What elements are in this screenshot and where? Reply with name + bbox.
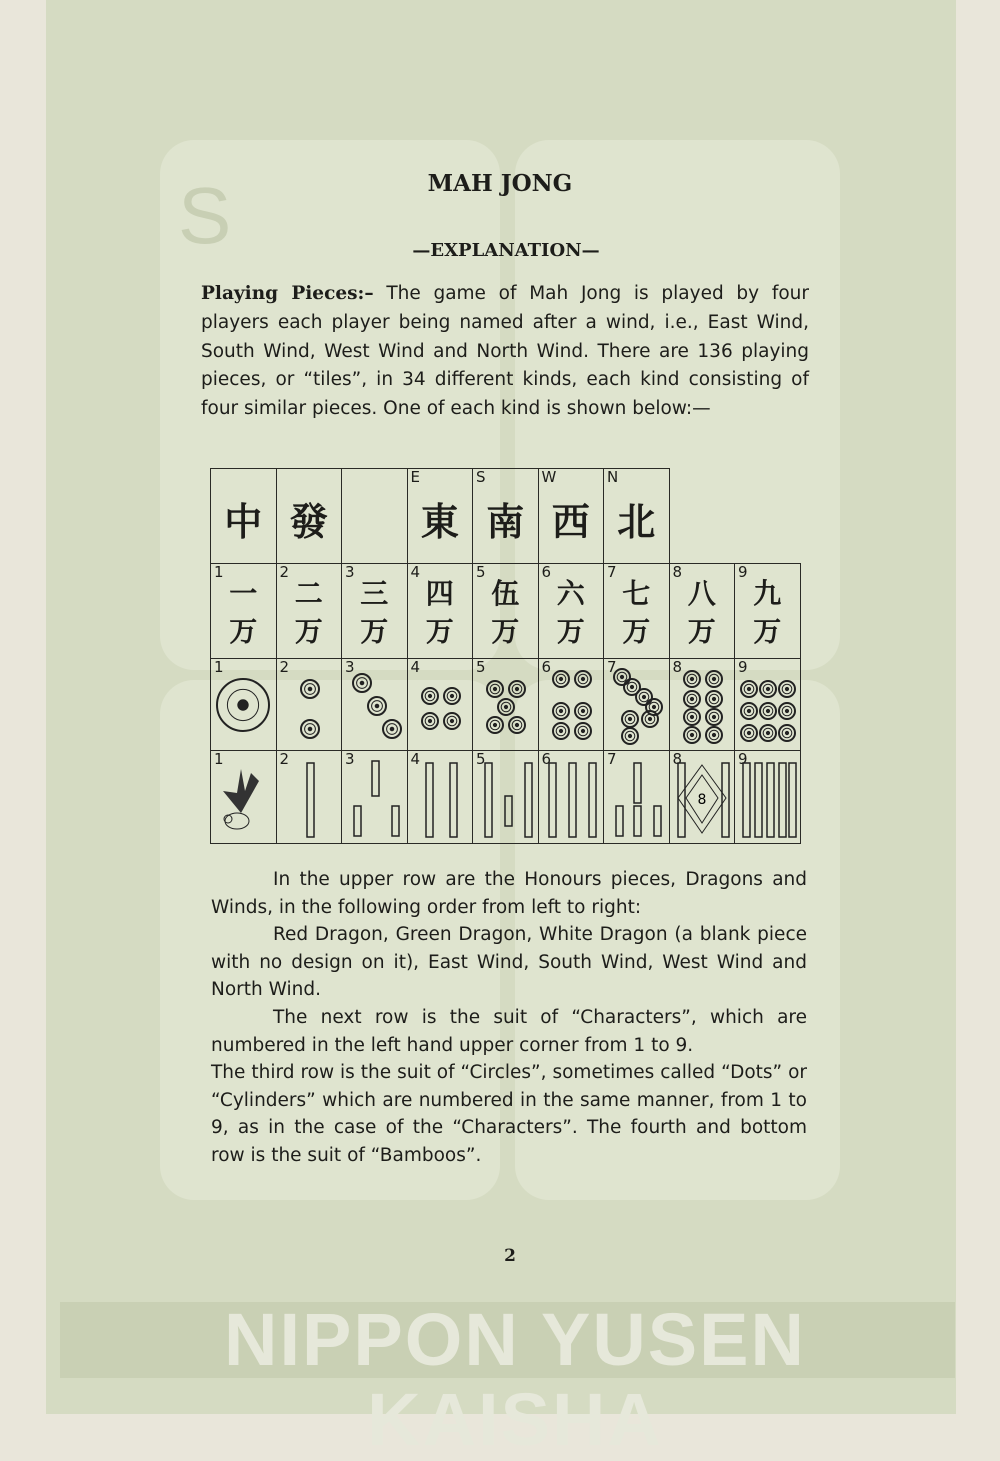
honour-tile (407, 468, 474, 564)
body-text (211, 866, 807, 1170)
bamboo-tile (669, 750, 736, 844)
bamboo-tile (276, 750, 343, 844)
bamboo-sticks-icon (539, 751, 605, 844)
tile-number: 9 (738, 750, 748, 768)
tile-number: 6 (541, 563, 552, 581)
character-tile (669, 563, 736, 659)
bamboo-sticks-icon (735, 751, 801, 844)
circle-tile (669, 658, 736, 751)
tile-glyph: 二 (294, 577, 323, 610)
tile-number: 2 (279, 658, 290, 676)
tile-glyph: 一 (229, 577, 258, 610)
character-tile (341, 563, 408, 659)
honour-tile (472, 468, 539, 564)
tile-number: 9 (738, 563, 748, 581)
tile-number: 6 (541, 658, 552, 676)
tile-glyph: 六 (556, 577, 585, 610)
tile-glyph: 三 (360, 577, 389, 610)
bamboo-sticks-icon (670, 751, 736, 844)
character-tile (276, 563, 343, 659)
tile-glyph: 發 (289, 499, 328, 544)
tile-glyph: 八 (687, 577, 716, 610)
tile-glyph: 伍 (491, 577, 520, 610)
tile-number: 5 (476, 658, 486, 676)
tile-number: 8 (672, 750, 683, 768)
circles-icon (342, 659, 408, 751)
bamboo-sticks-icon (473, 751, 539, 844)
honour-tile (603, 468, 670, 564)
tile-number: 2 (279, 563, 290, 581)
circles-icon (604, 659, 670, 751)
tile-glyph: 北 (617, 499, 656, 544)
tile-number: 9 (738, 658, 748, 676)
paragraph: Red Dragon, Green Dragon, White Dragon (a blank piece with no design on it), East Wind, South Wind, West Wind and North Wind. (211, 924, 807, 1001)
circle-tile (472, 658, 539, 751)
bamboo-tile (603, 750, 670, 844)
tile-number: 4 (410, 658, 421, 676)
tile-center-number: 8 (697, 792, 706, 808)
circle-tile (407, 658, 474, 751)
circle-tile (341, 658, 408, 751)
tile-number: N (607, 468, 619, 486)
bamboo-tile (407, 750, 474, 844)
character-tile (210, 563, 277, 659)
footer-banner-text: NIPPON YUSEN KAISHA (224, 1298, 806, 1461)
tile-number: 8 (672, 563, 683, 581)
bamboo-sticks-icon (604, 751, 670, 844)
circles-icon (277, 659, 343, 751)
circle-tile (276, 658, 343, 751)
bird-icon (211, 751, 277, 844)
intro-lead: Playing Pieces:– (201, 283, 374, 304)
tile-number: 7 (607, 563, 617, 581)
tile-glyph: 南 (486, 499, 525, 544)
tile-glyph: 万 (229, 615, 258, 648)
tile-number: W (541, 468, 557, 486)
tile-number: 2 (279, 750, 290, 768)
character-tile (603, 563, 670, 659)
tile-glyph: 七 (622, 577, 651, 610)
circle-tile (603, 658, 670, 751)
circles-icon (539, 659, 605, 751)
tile-glyph: 万 (425, 615, 454, 648)
circles-icon (408, 659, 474, 751)
intro-paragraph (201, 280, 809, 424)
tile-number: 5 (476, 563, 486, 581)
character-tile (538, 563, 605, 659)
paragraph: The next row is the suit of “Characters”, which are numbered in the left hand upper corner from 1 to 9. (211, 1006, 807, 1056)
tile-number: 8 (672, 658, 683, 676)
tile-glyph: 西 (551, 499, 590, 544)
bamboo-tile (472, 750, 539, 844)
honour-tile (210, 468, 277, 564)
character-tile (407, 563, 474, 659)
section-heading: —EXPLANATION— (412, 240, 600, 261)
tile-number: 3 (345, 658, 355, 676)
tile-number: E (410, 468, 420, 486)
bamboo-sticks-icon (277, 751, 343, 844)
tile-glyph: 中 (224, 499, 263, 544)
circles-icon (670, 659, 736, 751)
tile-number: 7 (607, 750, 617, 768)
tile-glyph: 九 (753, 577, 782, 610)
tile-number: 1 (214, 658, 224, 676)
circles-icon (735, 659, 801, 751)
paragraph: The third row is the suit of “Circles”, sometimes called “Dots” or “Cylinders” which are numbered in the same manner, from 1 to 9, as in the case of the “Characters”. The fourth and bottom row is the suit of “Bamboos”. (211, 1062, 807, 1166)
tile-number: 5 (476, 750, 486, 768)
circles-icon (473, 659, 539, 751)
tile-number: 1 (214, 750, 224, 768)
circle-tile (210, 658, 277, 751)
bamboo-sticks-icon (342, 751, 408, 844)
intro-text: The game of Mah Jong is played by four players each player being named after a wind, i.e., East Wind, South Wind, West Wind and North Wind. There are 136 playing pieces, or “tiles”, in 34 different kinds, each kind consisting of four similar pieces. One of each kind is shown below:— (201, 283, 809, 420)
tile-number: 6 (541, 750, 552, 768)
bamboo-tile (210, 750, 277, 844)
honour-tile (341, 468, 408, 564)
page-number: 2 (504, 1246, 516, 1266)
tile-glyph: 万 (556, 615, 585, 648)
tile-glyph: 万 (491, 615, 520, 648)
tile-glyph: 四 (425, 577, 454, 610)
honour-tile (538, 468, 605, 564)
tile-glyph: 万 (622, 615, 651, 648)
tile-number: S (476, 468, 486, 486)
tile-glyph: 万 (687, 615, 716, 648)
tile-number: 3 (345, 750, 355, 768)
bamboo-tile (341, 750, 408, 844)
tile-glyph: 万 (360, 615, 389, 648)
tile-glyph: 東 (420, 499, 459, 544)
bamboo-tile (734, 750, 801, 844)
circles-icon (211, 659, 277, 751)
character-tile (472, 563, 539, 659)
circle-tile (734, 658, 801, 751)
tile-number: 4 (410, 750, 421, 768)
tile-number: 4 (410, 563, 421, 581)
watermark-letter: S (178, 171, 232, 260)
tile-number: 1 (214, 563, 224, 581)
character-tile (734, 563, 801, 659)
tile-number: 3 (345, 563, 355, 581)
tile-glyph: 万 (753, 615, 782, 648)
bamboo-tile (538, 750, 605, 844)
paragraph: In the upper row are the Honours pieces, Dragons and Winds, in the following order from left to right: (211, 869, 807, 918)
bamboo-sticks-icon (408, 751, 474, 844)
circle-tile (538, 658, 605, 751)
page-title: MAH JONG (427, 170, 573, 197)
tile-glyph: 万 (294, 615, 323, 648)
tile-number: 7 (607, 658, 617, 676)
honour-tile (276, 468, 343, 564)
